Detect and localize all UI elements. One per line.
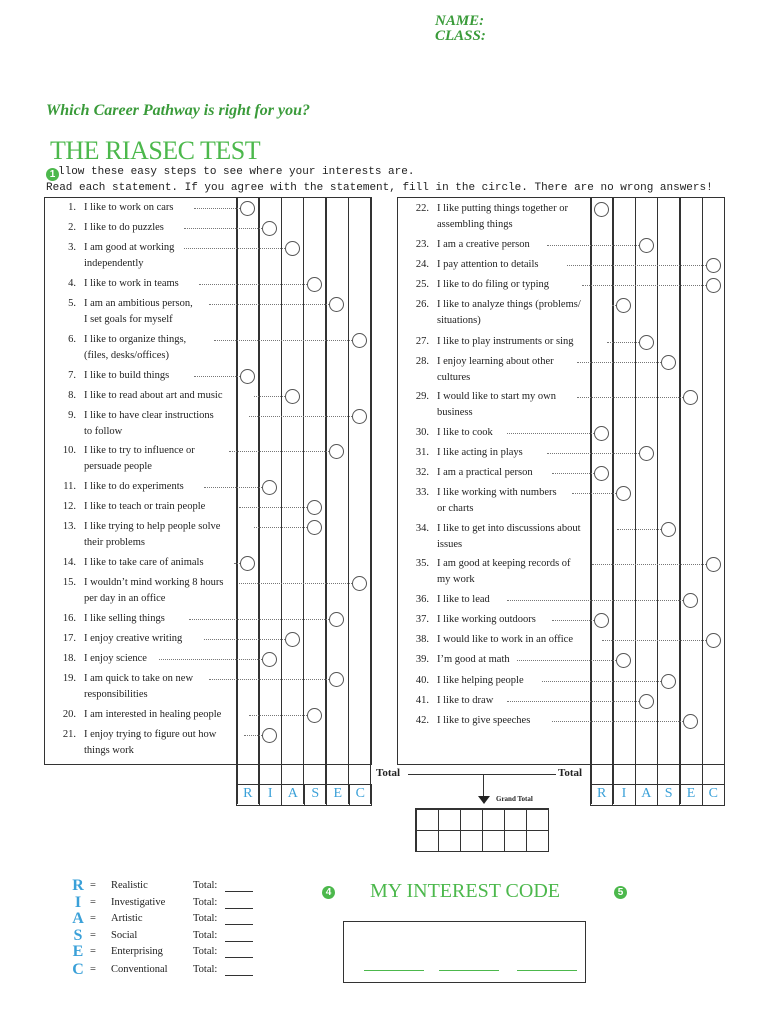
legend-name: Enterprising [111, 946, 163, 957]
dotted-leader [592, 564, 706, 565]
dotted-leader [239, 507, 307, 508]
answer-circle[interactable] [352, 333, 367, 348]
dotted-leader [229, 451, 329, 452]
class-label: CLASS: [435, 28, 486, 44]
statement-number: 40. [415, 675, 429, 686]
statement-number: 4. [68, 278, 76, 289]
column-letter: A [636, 785, 658, 805]
column-letter: R [237, 785, 260, 805]
statement-number: 25. [415, 279, 429, 290]
grand-total-cell[interactable] [504, 809, 527, 831]
dotted-leader [577, 397, 683, 398]
answer-circle[interactable] [661, 522, 676, 537]
statement-text: I would like to work in an office [437, 634, 573, 645]
dotted-leader [552, 721, 683, 722]
dotted-leader [547, 245, 639, 246]
dotted-leader [209, 304, 329, 305]
answer-circle[interactable] [352, 576, 367, 591]
dotted-leader [199, 284, 307, 285]
legend-total-blank[interactable] [225, 924, 253, 925]
answer-circle[interactable] [661, 674, 676, 689]
statement-text: I would like to start my own [437, 391, 556, 402]
statement-text: per day in an office [84, 592, 166, 604]
statement-text: I like selling things [84, 613, 165, 624]
statement-text: business [437, 406, 473, 418]
statement-text: I like helping people [437, 675, 524, 686]
legend-row [70, 927, 260, 947]
grid-column-line [303, 197, 305, 804]
statement-text: (files, desks/offices) [84, 349, 169, 361]
column-letter: S [658, 785, 680, 805]
statement-text: I enjoy science [84, 653, 147, 664]
code-blank-3[interactable] [517, 970, 577, 971]
statement-number: 18. [62, 653, 76, 664]
statement-row [407, 354, 597, 385]
grid-column-line [348, 197, 350, 804]
answer-circle[interactable] [240, 369, 255, 384]
statement-text: I am an ambitious person, [84, 298, 193, 309]
dotted-leader [194, 208, 240, 209]
statement-text: I like to give speeches [437, 715, 531, 726]
dotted-leader [567, 265, 706, 266]
statement-text: situations) [437, 314, 481, 326]
dotted-leader [214, 340, 352, 341]
statement-text: or charts [437, 502, 474, 514]
total-connector-right [484, 774, 556, 775]
legend-total-blank[interactable] [225, 957, 253, 958]
dotted-leader [517, 660, 616, 661]
dotted-leader [552, 620, 594, 621]
statement-number: 39. [415, 654, 429, 665]
dotted-leader [209, 679, 329, 680]
statement-text: I like to play instruments or sing [437, 336, 574, 347]
question-heading: Which Career Pathway is right for you? [46, 102, 311, 119]
statement-number: 12. [62, 501, 76, 512]
legend-equals: = [90, 897, 96, 908]
dotted-leader [249, 715, 307, 716]
statement-number: 37. [415, 614, 429, 625]
statement-number: 42. [415, 715, 429, 726]
answer-circle[interactable] [594, 613, 609, 628]
dotted-leader [194, 376, 240, 377]
statement-text: I like to draw [437, 695, 494, 706]
statement-text: I am good at working [84, 242, 175, 253]
legend-letter: S [73, 927, 83, 944]
legend-total-label: Total: [193, 964, 218, 975]
answer-circle[interactable] [639, 335, 654, 350]
answer-circle[interactable] [285, 389, 300, 404]
legend-row [70, 961, 260, 981]
grand-total-cell[interactable] [460, 830, 483, 852]
statement-text: I like putting things together or [437, 203, 568, 214]
right-answer-grid [590, 197, 725, 804]
code-blank-1[interactable] [364, 970, 424, 971]
statement-number: 7. [68, 370, 76, 381]
grand-total-cell[interactable] [482, 809, 505, 831]
grand-total-cell[interactable] [460, 809, 483, 831]
dotted-leader [507, 600, 683, 601]
statement-number: 6. [68, 334, 76, 345]
column-letter: A [282, 785, 305, 805]
statement-number: 10. [62, 445, 76, 456]
statement-number: 15. [62, 577, 76, 588]
statement-number: 27. [415, 336, 429, 347]
grid-column-line [325, 197, 327, 804]
statement-row [54, 388, 244, 404]
statement-text: I like to read about art and music [84, 390, 223, 401]
statement-number: 34. [415, 523, 429, 534]
answer-circle[interactable] [594, 202, 609, 217]
total-connector-down [483, 774, 484, 796]
answer-circle[interactable] [639, 238, 654, 253]
dotted-leader [244, 735, 262, 736]
legend-name: Realistic [111, 880, 148, 891]
statement-row [54, 499, 244, 515]
statement-text: my work [437, 573, 475, 585]
legend-letter: C [72, 961, 84, 978]
dotted-leader [204, 639, 285, 640]
statement-number: 3. [68, 242, 76, 253]
statement-text: issues [437, 538, 463, 550]
grid-column-line [702, 197, 704, 804]
statement-text: I like to build things [84, 370, 170, 381]
statement-number: 26. [415, 299, 429, 310]
dotted-leader [159, 659, 262, 660]
legend-letter: E [72, 943, 84, 960]
statement-row [54, 671, 244, 702]
legend-row [70, 910, 260, 930]
answer-circle[interactable] [594, 426, 609, 441]
column-letter: C [708, 786, 718, 801]
statement-row [54, 707, 244, 723]
statement-number: 13. [62, 521, 76, 532]
legend-name: Investigative [111, 897, 166, 908]
legend-total-blank[interactable] [225, 908, 253, 909]
statement-number: 35. [415, 558, 429, 569]
statement-text: I like to teach or train people [84, 501, 206, 512]
legend-letter: A [72, 910, 84, 927]
grid-column-line [281, 197, 283, 804]
dotted-leader [547, 453, 639, 454]
dotted-leader [617, 529, 661, 530]
grid-column-line [258, 197, 260, 804]
dotted-leader [602, 640, 706, 641]
step-4-badge: 4 [322, 886, 335, 899]
statement-text: I am good at keeping records of [437, 558, 571, 569]
answer-circle[interactable] [706, 258, 721, 273]
grand-total-cell[interactable] [504, 830, 527, 852]
answer-circle[interactable] [706, 278, 721, 293]
answer-circle[interactable] [307, 708, 322, 723]
statement-row [54, 575, 244, 606]
statement-text: I like to work on cars [84, 202, 174, 213]
dotted-leader [184, 228, 262, 229]
legend-total-blank[interactable] [225, 975, 253, 976]
statement-number: 22. [415, 203, 429, 214]
answer-circle[interactable] [240, 556, 255, 571]
statement-text: I enjoy learning about other [437, 356, 554, 367]
statement-text: I’m good at math [437, 654, 510, 665]
statement-row [407, 389, 597, 420]
statement-text: I enjoy trying to figure out how [84, 729, 217, 740]
dotted-leader [239, 583, 352, 584]
statement-text: to follow [84, 425, 123, 437]
statement-text: independently [84, 257, 144, 269]
dotted-leader [552, 473, 594, 474]
statement-text: I like acting in plays [437, 447, 523, 458]
statement-text: I like to work in teams [84, 278, 179, 289]
statement-text: I like to get into discussions about [437, 523, 581, 534]
name-label: NAME: [435, 13, 485, 29]
statement-number: 17. [62, 633, 76, 644]
step-1-badge: 1 [46, 168, 59, 181]
statement-number: 30. [415, 427, 429, 438]
statement-row [407, 201, 597, 232]
column-letter: E [327, 785, 350, 805]
statement-text: I like to do filing or typing [437, 279, 549, 290]
statement-number: 23. [415, 239, 429, 250]
legend-total-label: Total: [193, 930, 218, 941]
statement-text: I like to do puzzles [84, 222, 164, 233]
statement-number: 11. [63, 481, 76, 492]
statement-text: things work [84, 744, 134, 756]
legend-name: Social [111, 930, 138, 941]
legend-total-blank[interactable] [225, 891, 253, 892]
statement-text: I like working outdoors [437, 614, 536, 625]
statement-text: I like to have clear instructions [84, 410, 214, 421]
right-column-letters [590, 784, 725, 806]
statement-text: cultures [437, 371, 471, 383]
statement-row [54, 332, 244, 363]
legend-equals: = [90, 930, 96, 941]
legend-equals: = [90, 880, 96, 891]
statement-text: I am quick to take on new [84, 673, 194, 684]
statement-number: 2. [68, 222, 76, 233]
grand-total-cell[interactable] [416, 830, 439, 852]
statement-text: I like to organize things, [84, 334, 187, 345]
right-total-label: Total [558, 767, 583, 779]
statement-row [54, 519, 244, 550]
legend-total-label: Total: [193, 913, 218, 924]
statement-row [407, 334, 597, 350]
grid-column-line [657, 197, 659, 804]
grand-total-cell[interactable] [416, 809, 439, 831]
instruction-text: Read each statement. If you agree with the statement, fill in the circle. There are no wrong answers! [46, 182, 713, 194]
grand-total-cell[interactable] [526, 830, 549, 852]
legend-total-label: Total: [193, 880, 218, 891]
column-letter: C [355, 786, 365, 801]
legend-row [70, 877, 260, 897]
statement-row [54, 240, 244, 271]
statement-number: 24. [415, 259, 429, 270]
legend-row [70, 894, 260, 914]
statement-row [54, 408, 244, 439]
grand-total-cell[interactable] [438, 830, 461, 852]
answer-circle[interactable] [285, 241, 300, 256]
statement-number: 41. [415, 695, 429, 706]
legend-letter: I [74, 894, 82, 911]
answer-circle[interactable] [661, 355, 676, 370]
grid-column-line [612, 197, 614, 804]
left-column-letters [236, 784, 372, 806]
legend-name: Conventional [111, 964, 168, 975]
grid-column-line [679, 197, 681, 804]
legend-total-label: Total: [193, 946, 218, 957]
dotted-leader [582, 285, 706, 286]
legend-total-blank[interactable] [225, 941, 253, 942]
statement-number: 5. [68, 298, 76, 309]
arrow-down-icon [478, 796, 490, 804]
dotted-leader [204, 487, 262, 488]
statement-text: responsibilities [84, 688, 148, 700]
page-title: THE RIASEC TEST [50, 136, 261, 165]
statement-row [407, 632, 597, 648]
statement-number: 21. [62, 729, 76, 740]
statement-number: 16. [62, 613, 76, 624]
statement-number: 29. [415, 391, 429, 402]
dotted-leader [542, 681, 661, 682]
column-letter: S [305, 785, 328, 805]
dotted-leader [507, 433, 594, 434]
statement-text: I like to do experiments [84, 481, 184, 492]
legend-letter: R [72, 877, 84, 894]
statement-number: 33. [415, 487, 429, 498]
statement-text: I set goals for myself [84, 313, 173, 325]
step-5-badge: 5 [614, 886, 627, 899]
column-letter: R [591, 785, 613, 805]
statement-text: I like to cook [437, 427, 493, 438]
answer-circle[interactable] [594, 466, 609, 481]
statement-number: 31. [415, 447, 429, 458]
name-class-block [435, 14, 486, 44]
statement-number: 19. [62, 673, 76, 684]
answer-circle[interactable] [352, 409, 367, 424]
dotted-leader [254, 396, 285, 397]
answer-circle[interactable] [639, 446, 654, 461]
left-total-label: Total [376, 767, 401, 779]
interest-code-box[interactable] [343, 921, 586, 983]
legend-row [70, 943, 260, 963]
answer-circle[interactable] [240, 201, 255, 216]
grid-column-line [635, 197, 637, 804]
dotted-leader [607, 342, 639, 343]
left-answer-grid [236, 197, 371, 804]
answer-circle[interactable] [285, 632, 300, 647]
statement-text: I wouldn’t mind working 8 hours [84, 577, 224, 588]
legend-equals: = [90, 946, 96, 957]
statement-text: I like to try to influence or [84, 445, 195, 456]
interest-code-title: MY INTEREST CODE [370, 880, 560, 902]
total-connector-left [408, 774, 484, 775]
legend-total-label: Total: [193, 897, 218, 908]
statement-row [54, 727, 244, 758]
legend-equals: = [90, 913, 96, 924]
statement-text: I pay attention to details [437, 259, 539, 270]
column-letter: I [613, 785, 635, 805]
statement-row [407, 297, 597, 328]
statement-text: I like to analyze things (problems/ [437, 299, 581, 310]
statement-number: 20. [62, 709, 76, 720]
answer-circle[interactable] [639, 694, 654, 709]
statement-number: 32. [415, 467, 429, 478]
statement-text: assembling things [437, 218, 513, 230]
grand-total-cell[interactable] [438, 809, 461, 831]
grand-total-cell[interactable] [482, 830, 505, 852]
grand-total-cell[interactable] [526, 809, 549, 831]
dotted-leader [577, 362, 661, 363]
statement-text: persuade people [84, 460, 152, 472]
statement-text: I like trying to help people solve [84, 521, 221, 532]
statement-row [407, 556, 597, 587]
statement-text: I like working with numbers [437, 487, 557, 498]
statement-text: I enjoy creative writing [84, 633, 183, 644]
grand-total-label: Grand Total [496, 795, 533, 803]
statement-row [407, 277, 597, 293]
answer-circle[interactable] [307, 500, 322, 515]
statement-number: 8. [68, 390, 76, 401]
statement-row [54, 443, 244, 474]
statement-row [407, 521, 597, 552]
legend-name: Artistic [111, 913, 143, 924]
answer-circle[interactable] [307, 277, 322, 292]
statement-text: I am a creative person [437, 239, 530, 250]
statement-number: 9. [68, 410, 76, 421]
statement-number: 28. [415, 356, 429, 367]
statement-text: their problems [84, 536, 145, 548]
statement-number: 14. [62, 557, 76, 568]
statement-number: 1. [68, 202, 76, 213]
grid-column-line [370, 197, 372, 804]
dotted-leader [189, 619, 329, 620]
statement-text: I am a practical person [437, 467, 533, 478]
dotted-leader [507, 701, 639, 702]
dotted-leader [254, 527, 307, 528]
code-blank-2[interactable] [439, 970, 499, 971]
statement-number: 36. [415, 594, 429, 605]
statement-text: I am interested in healing people [84, 709, 222, 720]
answer-circle[interactable] [706, 633, 721, 648]
dotted-leader [572, 493, 616, 494]
statement-row [407, 485, 597, 516]
grand-total-grid[interactable] [415, 808, 549, 852]
column-letter: I [260, 785, 283, 805]
answer-circle[interactable] [706, 557, 721, 572]
statement-row [54, 296, 244, 327]
answer-circle[interactable] [307, 520, 322, 535]
intro-text: llow these easy steps to see where your interests are. [58, 166, 415, 178]
dotted-leader [249, 416, 352, 417]
legend-equals: = [90, 964, 96, 975]
statement-text: I like to take care of animals [84, 557, 204, 568]
statement-row [54, 555, 244, 571]
statement-number: 38. [415, 634, 429, 645]
dotted-leader [184, 248, 285, 249]
column-letter: E [680, 785, 702, 805]
grid-column-line [724, 197, 726, 804]
statement-text: I like to lead [437, 594, 490, 605]
